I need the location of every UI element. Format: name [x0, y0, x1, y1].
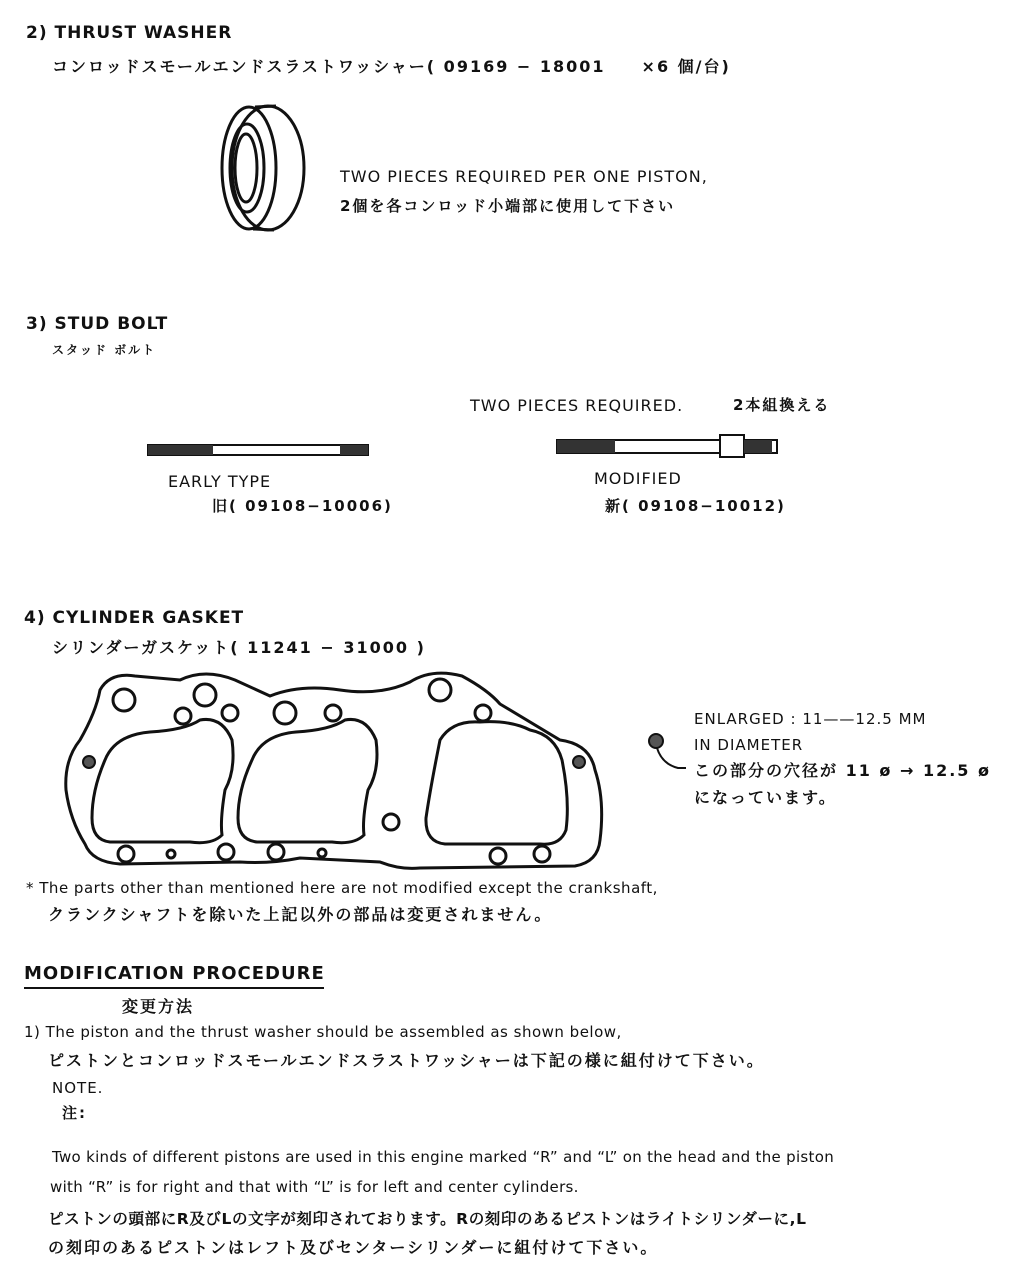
- cylinder-gasket-drawing: [66, 673, 602, 868]
- section-3-jp-title: スタッド ボルト: [52, 343, 157, 357]
- early-stud-bolt-drawing: [148, 445, 368, 455]
- modified-stud-bolt-drawing: [557, 435, 777, 457]
- procedure-title-jp: 変更方法: [122, 997, 195, 1016]
- section-4-heading: 4) CYLINDER GASKET: [24, 608, 245, 628]
- modified-part-number: 新( 09108−10012): [605, 497, 786, 515]
- stud-bolt-required-en: TWO PIECES REQUIRED.: [470, 396, 684, 415]
- note-label-jp: 注:: [62, 1104, 87, 1122]
- section-2-jp-title: コンロッドスモールエンドスラストワッシャー( 09169 − 18001 ×6 個/台): [52, 57, 731, 76]
- footnote-en: * The parts other than mentioned here are not modified except the crankshaft,: [26, 879, 658, 897]
- enlarged-hole-marks: [83, 734, 686, 768]
- section-2-heading: 2) THRUST WASHER: [26, 23, 233, 43]
- note-label: NOTE.: [52, 1079, 104, 1097]
- note-paragraph-jp-line1: ピストンの頭部にR及びLの文字が刻印されております。Rの刻印のあるピストンはライトシリンダーに,L: [48, 1210, 807, 1228]
- modified-label: MODIFIED: [594, 469, 682, 488]
- enlarged-note-line1: ENLARGED : 11——12.5 MM: [694, 710, 927, 728]
- note-paragraph-line1: Two kinds of different pistons are used in this engine marked “R” and “L” on the head and the piston: [52, 1148, 835, 1166]
- note-paragraph-line2: with “R” is for right and that with “L” is for left and center cylinders.: [50, 1178, 579, 1196]
- section-3-heading: 3) STUD BOLT: [26, 314, 169, 334]
- step-1-en: 1) The piston and the thrust washer should be assembled as shown below,: [24, 1023, 622, 1041]
- stud-bolt-required-jp: 2本組換える: [733, 396, 831, 414]
- step-1-jp: ピストンとコンロッドスモールエンドスラストワッシャーは下記の様に組付けて下さい。: [48, 1051, 765, 1070]
- note-paragraph-jp-line2: の刻印のあるピストンはレフト及びセンターシリンダーに組付けて下さい。: [48, 1238, 659, 1257]
- section-4-jp-title: シリンダーガスケット( 11241 − 31000 ): [52, 638, 426, 657]
- enlarged-note-jp-line1: この部分の穴径が 11 ø → 12.5 ø: [694, 761, 991, 780]
- thrust-washer-note-en: TWO PIECES REQUIRED PER ONE PISTON,: [340, 167, 708, 186]
- procedure-title: MODIFICATION PROCEDURE: [24, 963, 325, 984]
- early-type-part-number: 旧( 09108−10006): [212, 497, 393, 515]
- thrust-washer-note-jp: 2個を各コンロッド小端部に使用して下さい: [340, 197, 676, 215]
- enlarged-note-line2: IN DIAMETER: [694, 736, 804, 754]
- thrust-washer-drawing: [222, 106, 304, 230]
- early-type-label: EARLY TYPE: [168, 472, 272, 491]
- footnote-jp: クランクシャフトを除いた上記以外の部品は変更されません。: [48, 905, 553, 924]
- enlarged-note-jp-line2: になっています。: [694, 788, 837, 807]
